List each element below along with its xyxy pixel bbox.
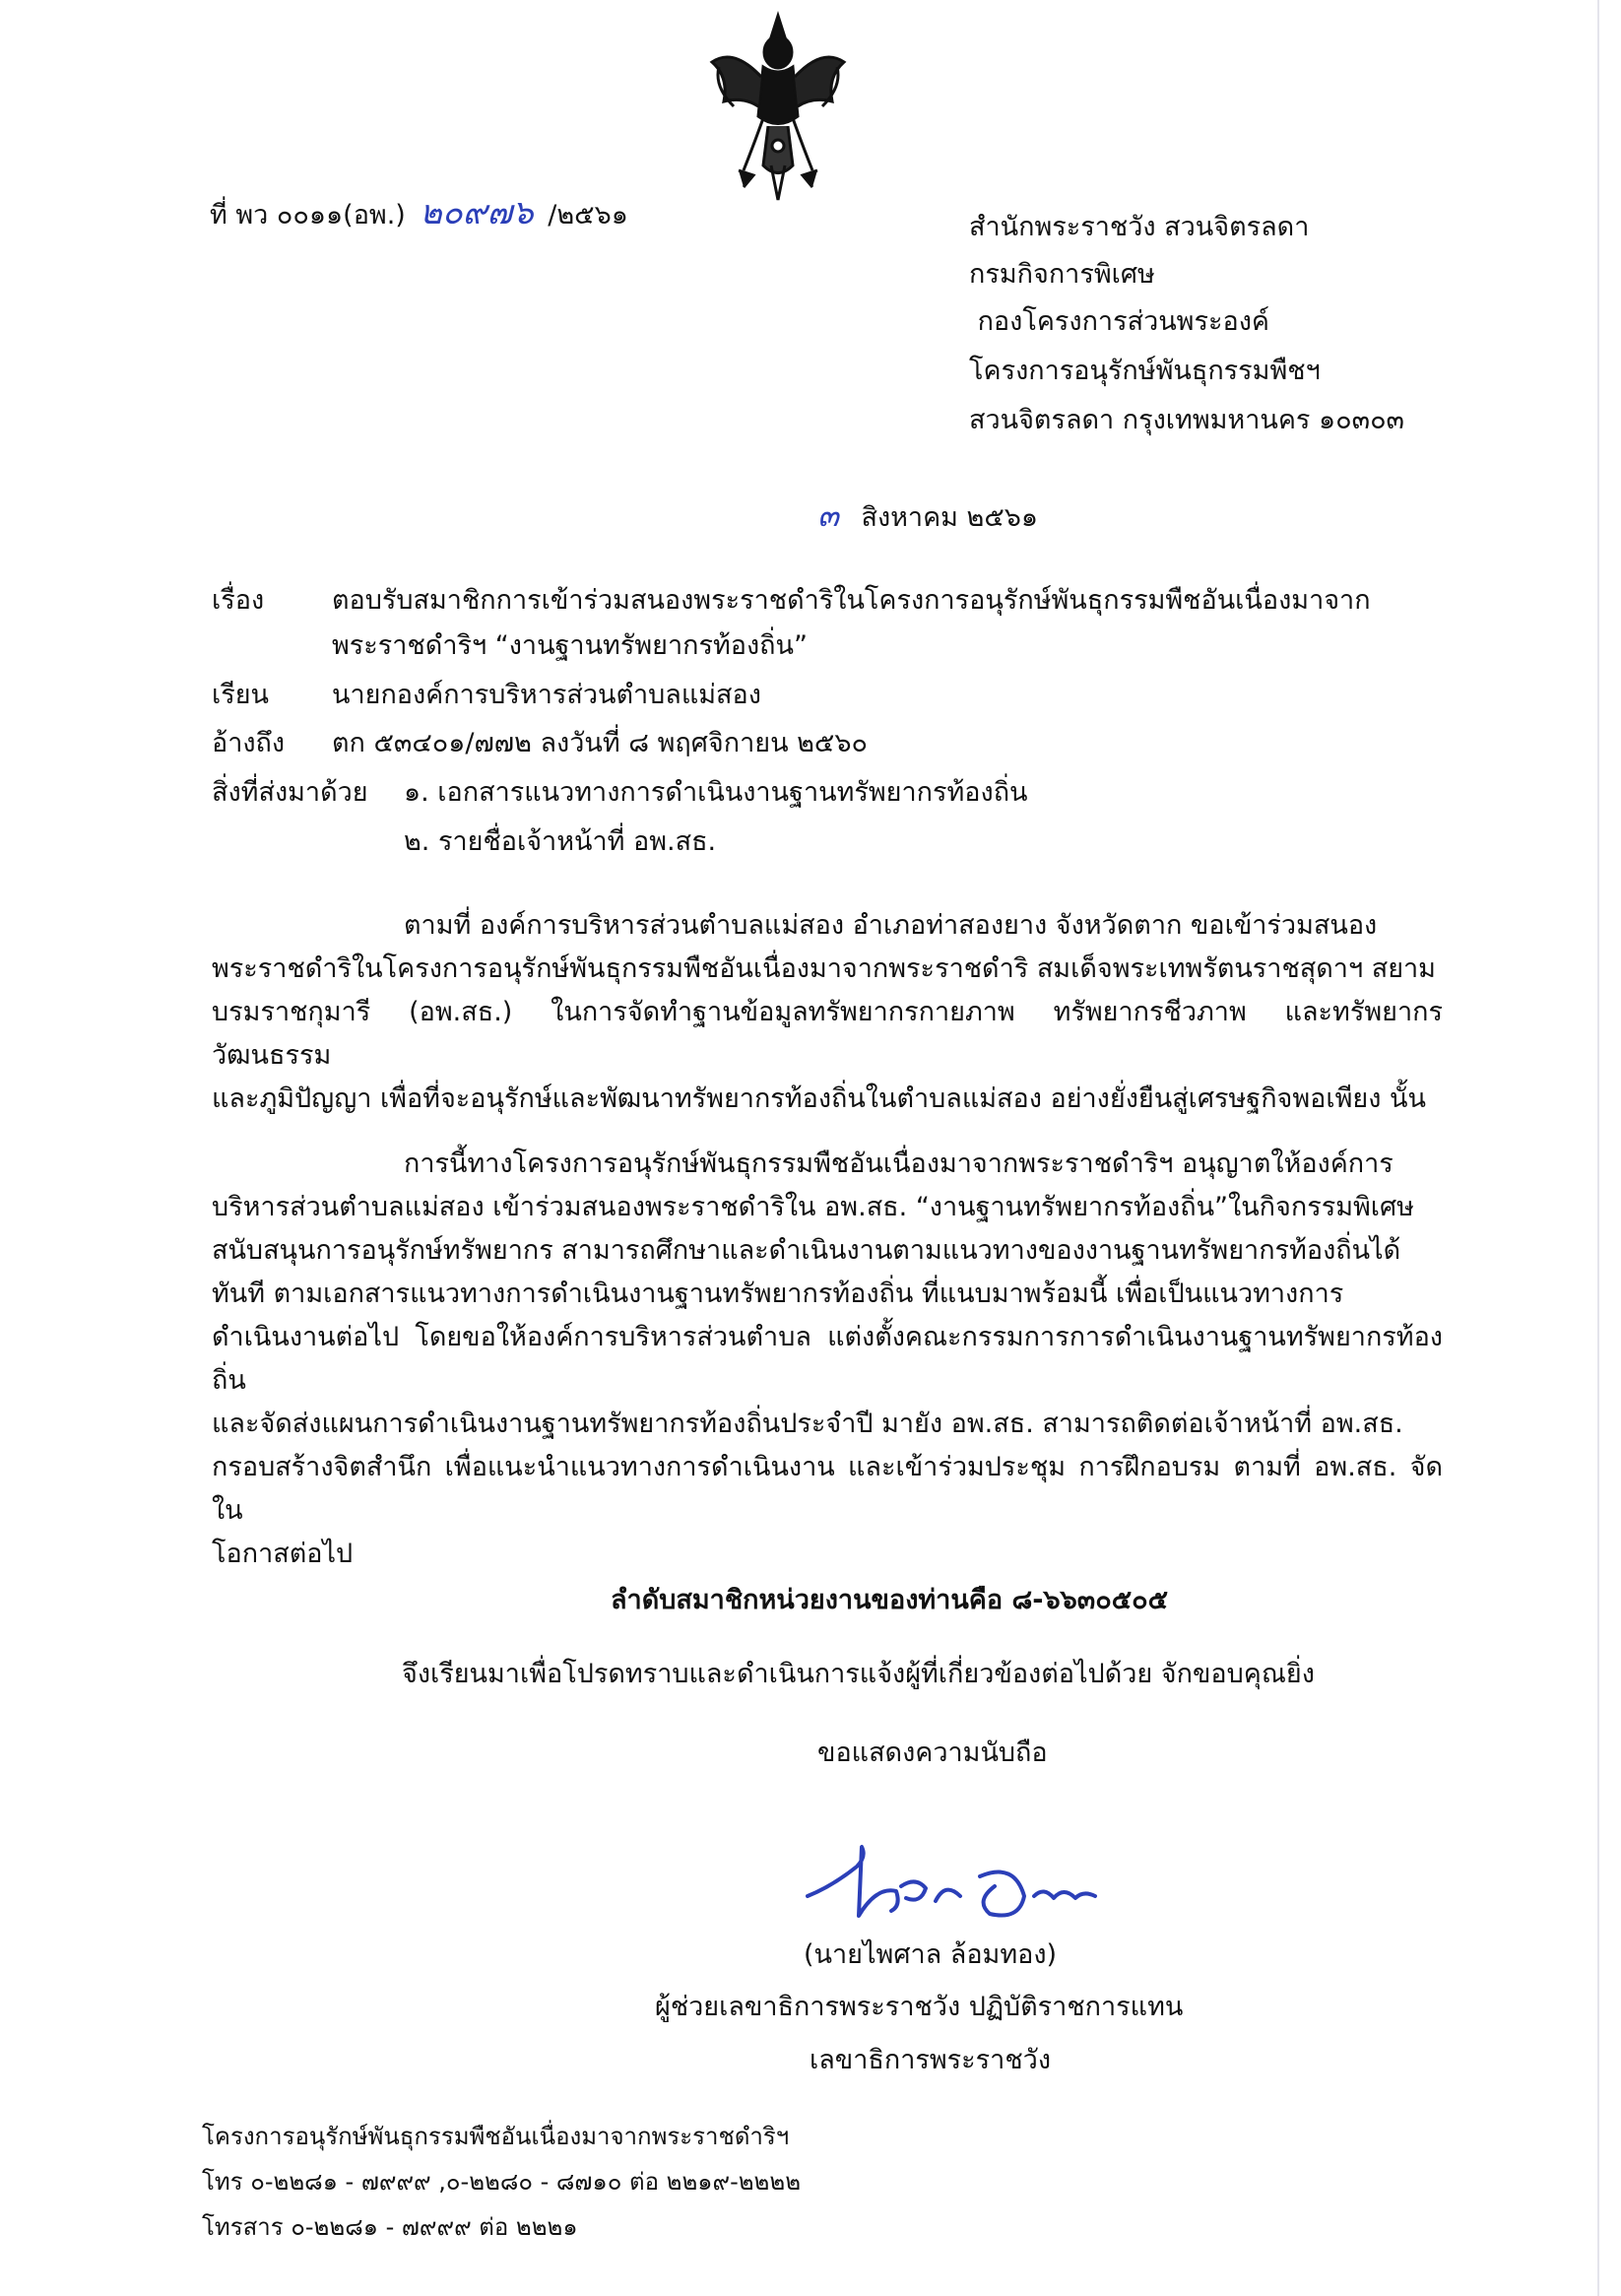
sender-line-2: กรมกิจการพิเศษ xyxy=(969,259,1155,290)
footer-fax: โทรสาร ๐-๒๒๘๑ - ๗๙๙๙ ต่อ ๒๒๒๑ xyxy=(202,2213,578,2241)
reference-number xyxy=(210,193,628,235)
enclosure-item-1: ๑. เอกสารแนวทางการดำเนินงานฐานทรัพยากรท้องถิ่น xyxy=(404,777,1028,808)
para2-line-1: การนี้ทางโครงการอนุรักษ์พันธุกรรมพืชอันเนื่องมาจากพระราชดำริฯ อนุญาตให้องค์การ xyxy=(404,1148,1394,1179)
date-rest: สิงหาคม ๒๕๖๑ xyxy=(861,502,1039,533)
ref-handwritten-number: ๒๐๙๗๖ xyxy=(420,193,534,232)
body-paragraph-2 xyxy=(212,1143,1443,1576)
sender-line-5: สวนจิตรลดา กรุงเทพมหานคร ๑๐๓๐๓ xyxy=(969,405,1405,435)
signatory-title-2: เลขาธิการพระราชวัง xyxy=(810,2045,1052,2075)
para1-line-4: และภูมิปัญญา เพื่อที่จะอนุรักษ์และพัฒนาทรัพยากรท้องถิ่นในตำบลแม่สอง อย่างยั่งยืนสู่เศรษฐกิจพอเพียง นั้น xyxy=(212,1083,1426,1114)
subject-line-2: พระราชดำริฯ “งานฐานทรัพยากรท้องถิ่น” xyxy=(332,630,808,661)
para2-line-2: บริหารส่วนตำบลแม่สอง เข้าร่วมสนองพระราชดำริใน อพ.สธ. “งานฐานทรัพยากรท้องถิ่น”ในกิจกรรมพิเศษ xyxy=(212,1192,1414,1222)
to-value: นายกองค์การบริหารส่วนตำบลแม่สอง xyxy=(332,680,761,710)
member-number: ลำดับสมาชิกหน่วยงานของท่านคือ ๘-๖๖๓๐๕๐๕ xyxy=(611,1585,1169,1615)
page-edge xyxy=(1597,0,1599,2296)
regards-text: ขอแสดงความนับถือ xyxy=(817,1738,1048,1768)
signature-scribble xyxy=(788,1827,1123,1935)
footer-phone: โทร ๐-๒๒๘๑ - ๗๙๙๙ ,๐-๒๒๘๐ - ๘๗๑๐ ต่อ ๒๒๑๙-๒๒๒๒ xyxy=(202,2168,802,2196)
closing-request: จึงเรียนมาเพื่อโปรดทราบและดำเนินการแจ้งผู้ที่เกี่ยวข้องต่อไปด้วย จักขอบคุณยิ่ง xyxy=(402,1659,1315,1689)
para2-line-7: กรอบสร้างจิตสำนึก เพื่อแนะนำแนวทางการดำเนินงาน และเข้าร่วมประชุม การฝึกอบรม ตามที่ อพ.สธ. จัดใน xyxy=(212,1452,1443,1526)
enclosure-item-2: ๒. รายชื่อเจ้าหน้าที่ อพ.สธ. xyxy=(404,826,717,857)
letter-date xyxy=(817,495,1038,538)
enclosures-label: สิ่งที่ส่งมาด้วย xyxy=(212,777,368,808)
to-label: เรียน xyxy=(212,680,270,710)
subject-label: เรื่อง xyxy=(212,585,265,616)
ref-suffix: /๒๕๖๑ xyxy=(548,200,628,230)
reference-label: อ้างถึง xyxy=(212,728,286,758)
para1-line-3: บรมราชกุมารี (อพ.สธ.) ในการจัดทำฐานข้อมูลทรัพยากรกายภาพ ทรัพยากรชีวภาพ และทรัพยากรวัฒนธรรม xyxy=(212,997,1443,1071)
para2-line-3: สนับสนุนการอนุรักษ์ทรัพยากร สามารถศึกษาและดำเนินงานตามแนวทางของงานฐานทรัพยากรท้องถิ่นได้ xyxy=(212,1235,1401,1266)
subject-line-1: ตอบรับสมาชิกการเข้าร่วมสนองพระราชดำริในโครงการอนุรักษ์พันธุกรรมพืชอันเนื่องมาจาก xyxy=(332,585,1371,616)
para2-line-5: ดำเนินงานต่อไป โดยขอให้องค์การบริหารส่วนตำบล แต่งตั้งคณะกรรมการการดำเนินงานฐานทรัพยากรท้องถิ่น xyxy=(212,1322,1443,1396)
signatory-name: (นายไพศาล ล้อมทอง) xyxy=(804,1939,1058,1970)
para2-line-4: ทันที ตามเอกสารแนวทางการดำเนินงานฐานทรัพยากรท้องถิ่น ที่แนบมาพร้อมนี้ เพื่อเป็นแนวทางการ xyxy=(212,1279,1344,1309)
garuda-emblem-icon xyxy=(704,8,852,205)
sender-line-4: โครงการอนุรักษ์พันธุกรรมพืชฯ xyxy=(969,356,1321,386)
signatory-title-1: ผู้ช่วยเลขาธิการพระราชวัง ปฏิบัติราชการแทน xyxy=(655,1992,1184,2022)
sender-line-1: สำนักพระราชวัง สวนจิตรลดา xyxy=(969,212,1310,242)
para1-line-1: ตามที่ องค์การบริหารส่วนตำบลแม่สอง อำเภอท่าสองยาง จังหวัดตาก ขอเข้าร่วมสนอง xyxy=(404,910,1378,941)
reference-value: ตก ๕๓๔๐๑/๗๗๒ ลงวันที่ ๘ พฤศจิกายน ๒๕๖๐ xyxy=(332,728,868,758)
ref-prefix: ที่ พว ๐๐๑๑(อพ.) xyxy=(210,200,406,230)
para2-line-8: โอกาสต่อไป xyxy=(212,1539,354,1569)
sender-line-3: กองโครงการส่วนพระองค์ xyxy=(969,306,1269,337)
para1-line-2: พระราชดำริในโครงการอนุรักษ์พันธุกรรมพืชอันเนื่องมาจากพระราชดำริ สมเด็จพระเทพรัตนราชสุดาฯ สยาม xyxy=(212,953,1436,984)
footer-org: โครงการอนุรักษ์พันธุกรรมพืชอันเนื่องมาจากพระราชดำริฯ xyxy=(202,2123,790,2150)
date-day-handwritten: ๓ xyxy=(817,496,839,534)
body-paragraph-1 xyxy=(212,904,1443,1121)
para2-line-6: และจัดส่งแผนการดำเนินงานฐานทรัพยากรท้องถิ่นประจำปี มายัง อพ.สธ. สามารถติดต่อเจ้าหน้าที่ อพ.สธ. xyxy=(212,1409,1403,1439)
